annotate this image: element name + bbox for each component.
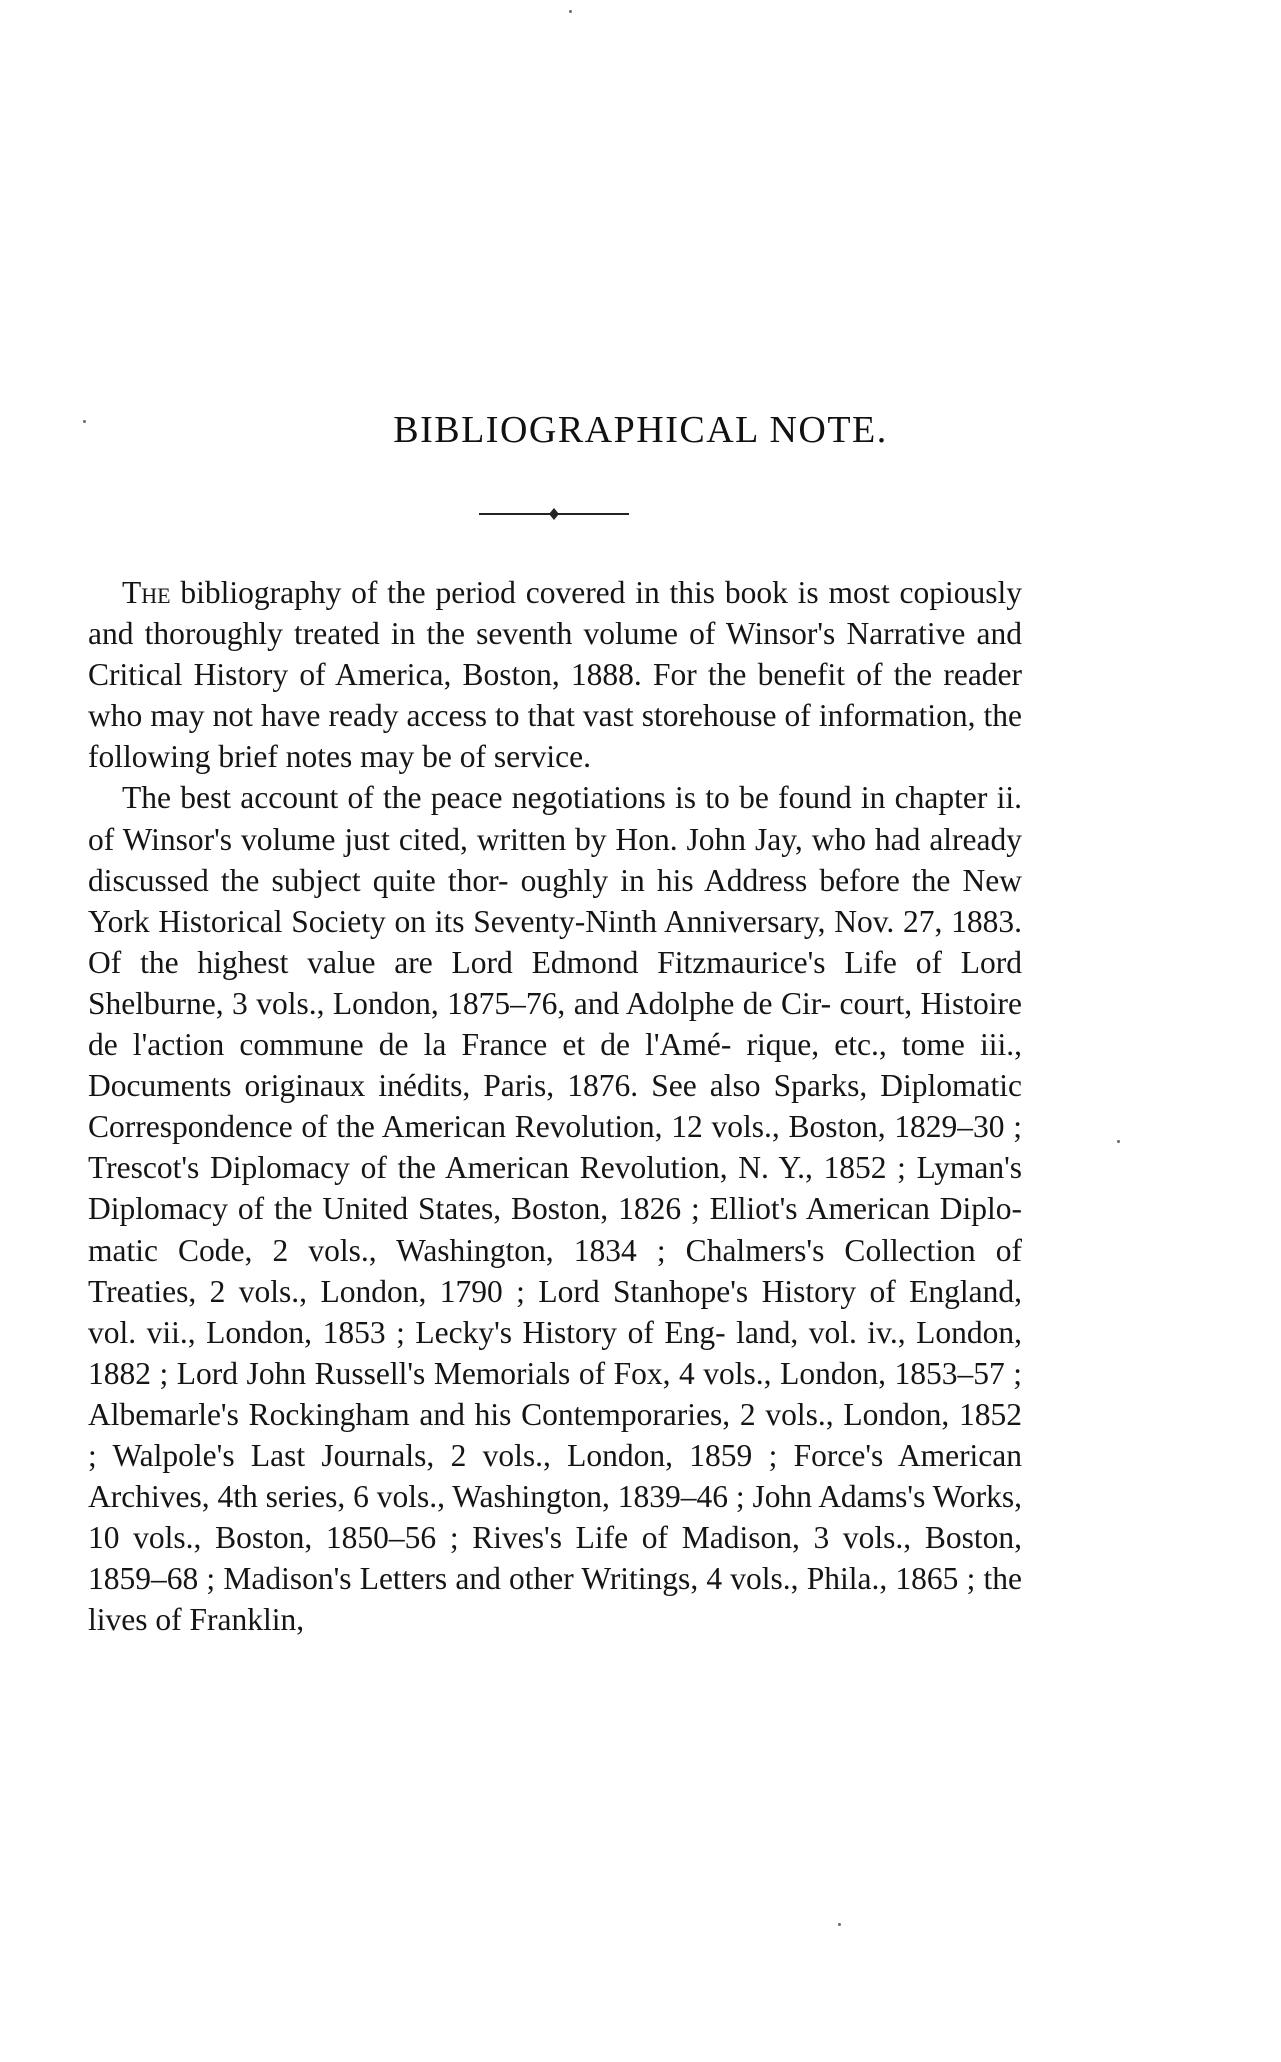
text-line: of England, vol. vii., London, 1853 ; Lecky's History of Eng- [88, 1273, 1023, 1350]
lead-word: The [122, 575, 171, 610]
text-line: of Winsor's Narrative and Critical History of America, Boston, [88, 616, 1022, 693]
text-line: Last Journals, 2 vols., London, 1859 ; Force's American [250, 1437, 1023, 1473]
text-line: Revolution, 12 vols., Boston, 1829–30 ; Trescot's Diplomacy [88, 1109, 1023, 1186]
text-line: brief notes may be of service. [218, 739, 591, 775]
text-line: other Writings, 4 vols., Phila., 1865 ; the lives of Franklin, [88, 1561, 1022, 1638]
text-line: most copiously and thoroughly treated in the seventh volume [88, 575, 1022, 652]
text-line: Shelburne, 3 vols., London, 1875–76, and Adolphe de Cir- [88, 985, 832, 1021]
text-line: of the American Revolution, N. Y., 1852 ; Lyman's Diplomacy [88, 1150, 1023, 1227]
page-speck [1117, 1140, 1120, 1143]
text-line: land, vol. iv., London, 1882 ; Lord John Russell's Memorials [88, 1314, 1022, 1391]
text-line: of Treaties, 2 vols., London, 1790 ; Lord Stanhope's History [88, 1232, 1023, 1309]
paragraph-intro [88, 572, 1022, 777]
text-line: matic Code, 2 vols., Washington, 1834 ; Chalmers's Collection [88, 1232, 976, 1268]
text-line: Adams's Works, 10 vols., Boston, 1850–56 ; Rives's Life of [88, 1479, 1023, 1556]
page-title: BIBLIOGRAPHICAL NOTE. [393, 409, 888, 451]
text-line: The best account of the peace negotiations is to be found [122, 780, 852, 816]
body-text [88, 572, 1022, 1640]
text-line: on its Seventy-Ninth Anniversary, Nov. 27, 1883. Of the [88, 903, 1023, 980]
text-line: See also Sparks, Diplomatic Correspondence of the American [88, 1068, 1022, 1145]
paragraph-sources [88, 777, 1022, 1640]
text-line: 1888. For the benefit of the reader who may not have ready [88, 657, 1023, 734]
text-line: oughly in his Address before the New York Historical Society [88, 862, 1022, 939]
text-line: bibliography of the period covered in this book is [180, 575, 819, 610]
text-line: Madison, 3 vols., Boston, 1859–68 ; Madison's Letters and [88, 1520, 1023, 1597]
ornamental-rule [479, 507, 629, 521]
text-line: Archives, 4th series, 6 vols., Washington, 1839–46 ; John [88, 1479, 813, 1515]
page-speck [569, 10, 572, 13]
text-line: highest value are Lord Edmond Fitzmaurice's Life of Lord [197, 944, 1022, 980]
text-line: access to that vast storehouse of information, the following [88, 698, 1022, 775]
text-line: rique, etc., tome iii., Documents originaux inédits, Paris, 1876. [88, 1027, 1022, 1104]
text-line: in chapter ii. of Winsor's volume just cited, written by Hon. [88, 780, 1022, 857]
text-line: John Jay, who had already discussed the subject quite thor- [88, 821, 1023, 898]
text-line: of Fox, 4 vols., London, 1853–57 ; Albemarle's Rockingham [88, 1355, 1022, 1432]
text-line: and his Contemporaries, 2 vols., London, 1852 ; Walpole's [88, 1396, 1022, 1473]
text-line: court, Histoire de l'action commune de la France et de l'Amé- [88, 985, 1023, 1063]
text-line: of the United States, Boston, 1826 ; Elliot's American Diplo- [237, 1191, 1023, 1227]
page-speck [838, 1923, 841, 1926]
